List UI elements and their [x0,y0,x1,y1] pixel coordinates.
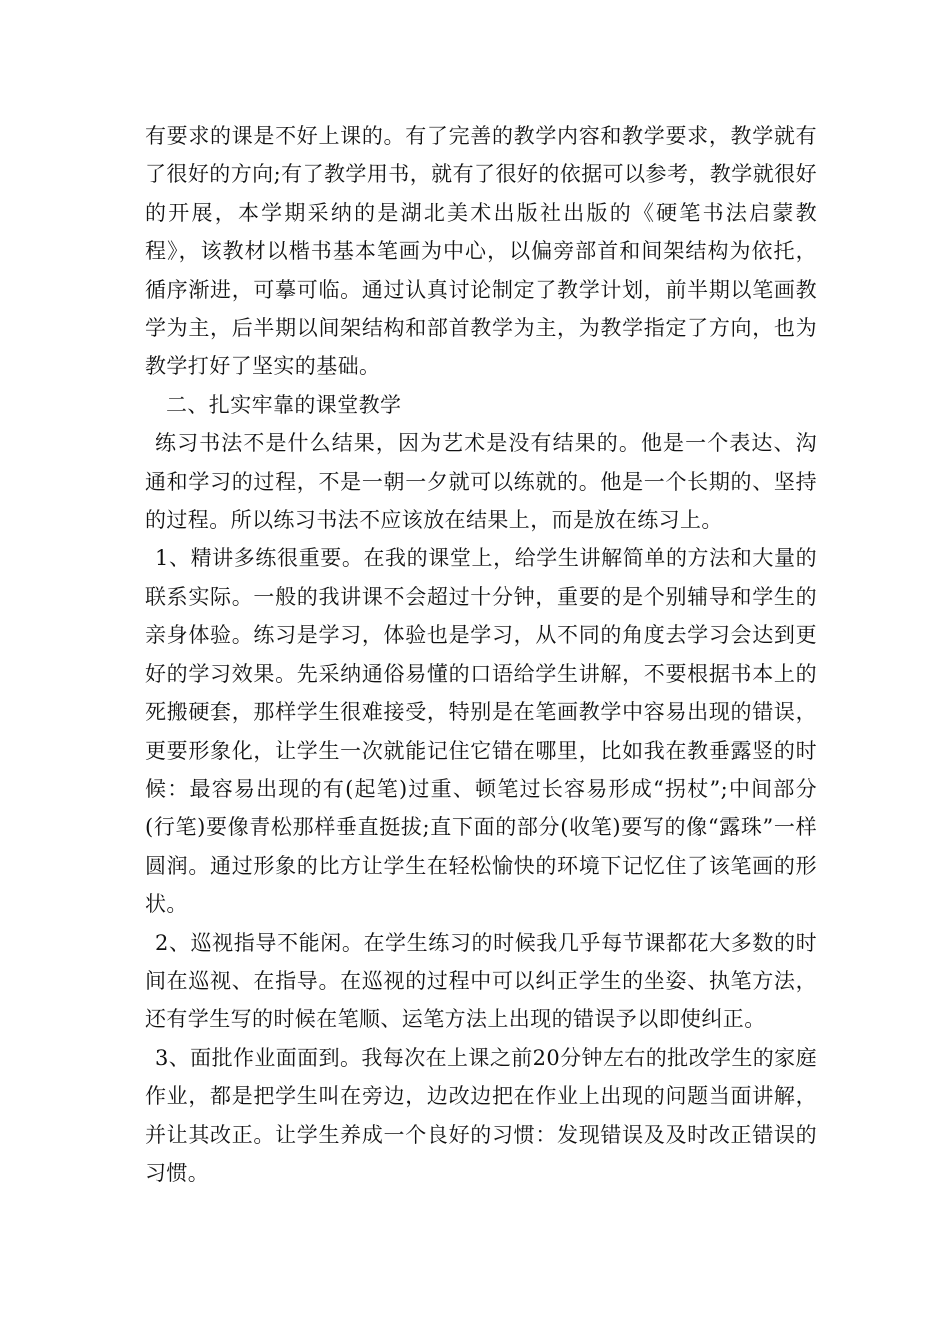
paragraph-practice-process: 练习书法不是什么结果，因为艺术是没有结果的。他是一个表达、沟通和学习的过程，不是一朝一夕就可以练就的。他是一个长期的、坚持的过程。所以练习书法不应该放在结果上，而是放在练习上。 [145,431,817,533]
section-heading-classroom-teaching: 二、扎实牢靠的课堂教学 [166,392,402,417]
paragraph-point-3: 3、面批作业面面到。我每次在上课之前20分钟左右的批改学生的家庭作业，都是把学生叫在旁边，边改边把在作业上出现的问题当面讲解，并让其改正。让学生养成一个良好的习惯：发现错误及及时改正错误的习惯。 [145,1045,817,1185]
paragraph-teaching-materials: 有要求的课是不好上课的。有了完善的教学内容和教学要求，教学就有了很好的方向;有了教学用书，就有了很好的依据可以参考，教学就很好的开展，本学期采纳的是湖北美术出版社出版的《硬笔书法启蒙教程》，该教材以楷书基本笔画为中心，以偏旁部首和间架结构为依托，循序渐进，可摹可临。通过认真讨论制定了教学计划，前半期以笔画教学为主，后半期以间架结构和部首教学为主，为教学指定了方向，也为教学打好了坚实的基础。 [145,124,817,379]
paragraph-point-2: 2、巡视指导不能闲。在学生练习的时候我几乎每节课都花大多数的时间在巡视、在指导。在巡视的过程中可以纠正学生的坐姿、执笔方法，还有学生写的时候在笔顺、运笔方法上出现的错误予以即使纠正。 [145,930,817,1032]
document-body [145,117,817,1192]
paragraph-point-1: 1、精讲多练很重要。在我的课堂上，给学生讲解简单的方法和大量的联系实际。一般的我讲课不会超过十分钟，重要的是个别辅导和学生的亲身体验。练习是学习，体验也是学习，从不同的角度去学习会达到更好的学习效果。先采纳通俗易懂的口语给学生讲解，不要根据书本上的死搬硬套，那样学生很难接受，特别是在笔画教学中容易出现的错误，更要形象化，让学生一次就能记住它错在哪里，比如我在教垂露竖的时候：最容易出现的有(起笔)过重、顿笔过长容易形成“拐杖”;中间部分(行笔)要像青松那样垂直挺拔;直下面的部分(收笔)要写的像“露珠”一样圆润。通过形象的比方让学生在轻松愉快的环境下记忆住了该笔画的形状。 [145,546,817,917]
